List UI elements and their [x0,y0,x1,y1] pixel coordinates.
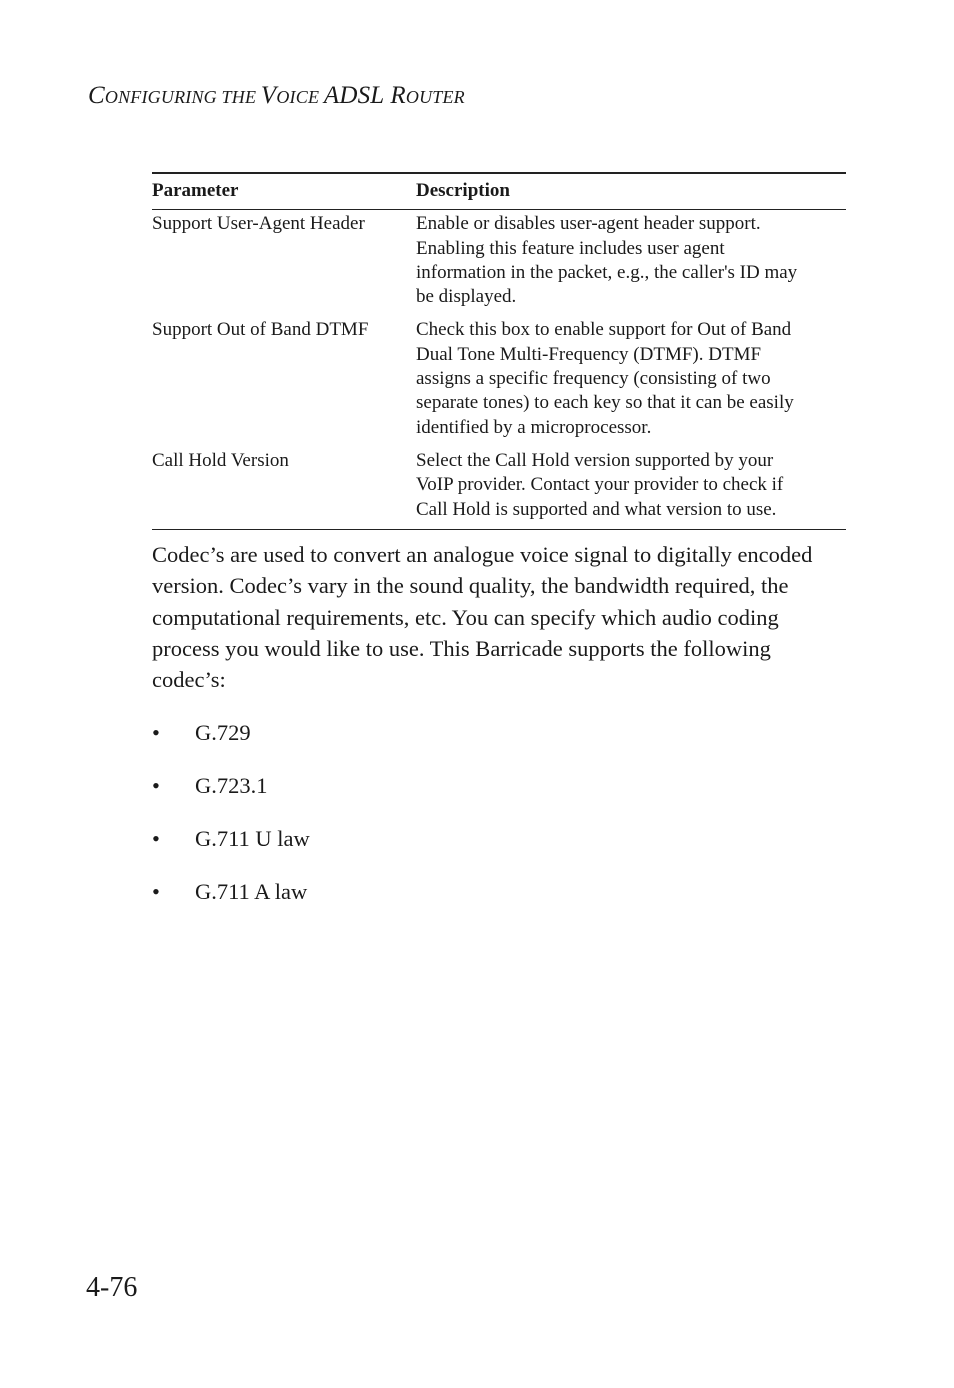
bullet-icon: • [152,773,160,798]
codec-label: G.729 [195,720,251,745]
description-line: Select the Call Hold version supported by your [416,449,774,471]
table-row [152,210,846,316]
description-line: Enable or disables user-agent header support. [416,213,761,235]
codec-label: G.711 U law [195,826,310,851]
description-line: identified by a microprocessor. [416,416,652,438]
parameter-cell: Support Out of Band DTMF [152,319,369,341]
description-cell [416,449,846,522]
description-cell [416,212,846,309]
table-header-row [152,174,846,210]
page-number: 4-76 [86,1272,138,1303]
parameter-cell: Support User-Agent Header [152,213,365,235]
codec-label: G.711 A law [195,879,308,904]
codec-label: G.723.1 [195,773,268,798]
description-line: Dual Tone Multi-Frequency (DTMF). DTMF [416,343,762,365]
parameter-table [152,172,846,530]
bullet-icon: • [152,826,160,851]
paragraph-line: version. Codec’s vary in the sound quality, the bandwidth required, the [152,573,789,599]
description-line: information in the packet, e.g., the caller's ID may [416,261,798,283]
description-line: be displayed. [416,286,517,308]
parameter-cell: Call Hold Version [152,449,289,471]
description-line: assigns a specific frequency (consisting of two [416,368,771,390]
description-line: Call Hold is supported and what version to use. [416,498,777,520]
description-line: Enabling this feature includes user agent [416,237,725,259]
bullet-icon: • [152,879,160,904]
paragraph-line: codec’s: [152,667,226,693]
paragraph-line: process you would like to use. This Barricade supports the following [152,635,771,661]
description-line: separate tones) to each key so that it can be easily [416,392,794,414]
paragraph-line: Codec’s are used to convert an analogue voice signal to digitally encoded [152,542,813,567]
description-cell [416,318,846,439]
table-row [152,447,846,529]
bullet-icon: • [152,720,160,745]
codec-paragraph [152,539,842,695]
description-line: VoIP provider. Contact your provider to check if [416,474,784,496]
table-row [152,316,846,446]
description-line: Check this box to enable support for Out of Band [416,319,792,341]
running-header: CONFIGURING THE VOICE ADSL ROUTER [88,82,465,109]
column-header-parameter: Parameter [152,180,239,201]
paragraph-line: computational requirements, etc. You can specify which audio coding [152,604,779,630]
column-header-description: Description [416,180,510,201]
